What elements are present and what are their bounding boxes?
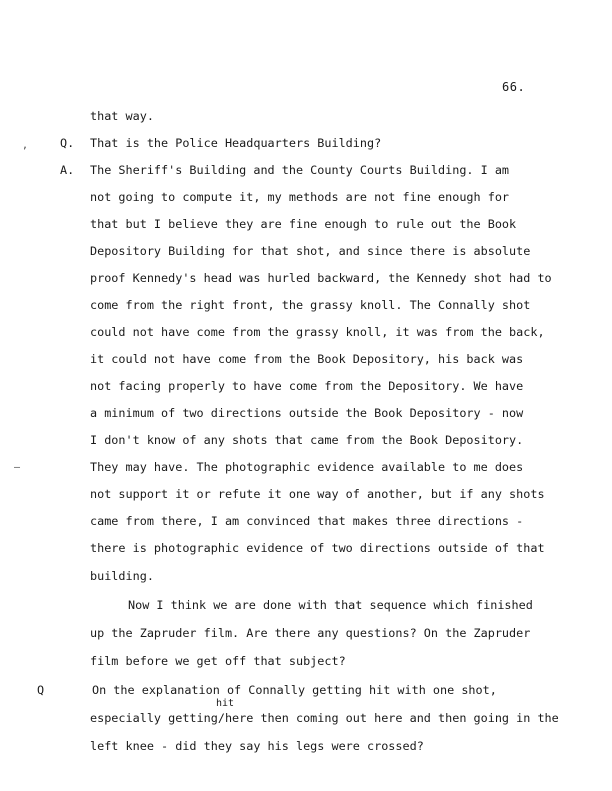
transcript-line: building.: [90, 569, 154, 583]
transcript-line: They may have. The photographic evidence available to me does: [90, 460, 524, 474]
transcript-line: that but I believe they are fine enough to rule out the Book: [90, 217, 517, 231]
transcript-line: proof Kennedy's head was hurled backward, the Kennedy shot had to: [90, 271, 552, 285]
transcript-line: a minimum of two directions outside the Book Depository - now: [90, 406, 524, 420]
transcript-line: film before we get off that subject?: [90, 654, 346, 668]
interlinear-note: hit: [216, 698, 235, 709]
transcript-line: left knee - did they say his legs were crossed?: [90, 739, 424, 753]
transcript-line: there is photographic evidence of two directions outside of that: [90, 541, 545, 555]
transcript-line: it could not have come from the Book Depository, his back was: [90, 352, 524, 366]
transcript-line: The Sheriff's Building and the County Courts Building. I am: [90, 163, 510, 177]
transcript-line: Now I think we are done with that sequence which finished: [128, 598, 533, 612]
transcript-line: came from there, I am convinced that makes three directions -: [90, 514, 524, 528]
speaker-q: Q.: [60, 136, 75, 150]
speaker-q: Q: [37, 683, 45, 697]
transcript-line: especially getting/here then coming out here and then going in the: [90, 711, 559, 725]
transcript-line: could not have come from the grassy knoll, it was from the back,: [90, 325, 545, 339]
transcript-line: come from the right front, the grassy knoll. The Connally shot: [90, 298, 531, 312]
transcript-line: not facing properly to have come from the Depository. We have: [90, 379, 524, 393]
page-number: 66.: [502, 80, 526, 94]
speaker-a: A.: [60, 163, 75, 177]
transcript-line: not going to compute it, my methods are not fine enough for: [90, 190, 510, 204]
transcript-line: Depository Building for that shot, and since there is absolute: [90, 244, 531, 258]
transcript-line: That is the Police Headquarters Building?: [90, 136, 382, 150]
margin-mark-dash: —: [14, 462, 21, 473]
margin-mark-comma: ,: [22, 140, 29, 151]
transcript-line: up the Zapruder film. Are there any questions? On the Zapruder: [90, 626, 531, 640]
transcript-line: On the explanation of Connally getting hit with one shot,: [92, 683, 497, 697]
transcript-line: that way.: [90, 109, 154, 123]
transcript-line: I don't know of any shots that came from the Book Depository.: [90, 433, 524, 447]
transcript-line: not support it or refute it one way of another, but if any shots: [90, 487, 545, 501]
